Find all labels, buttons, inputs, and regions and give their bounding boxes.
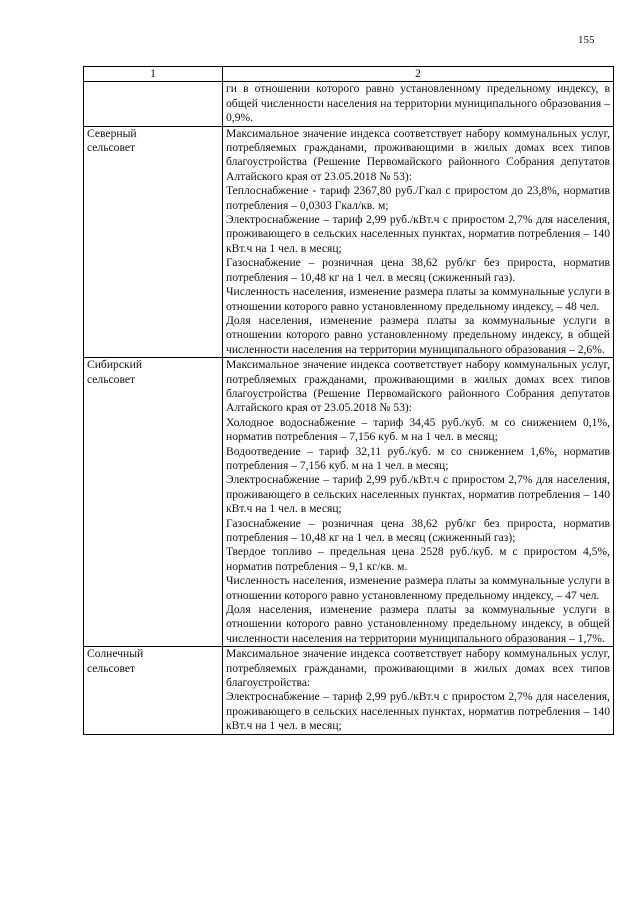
municipality-name-line: Солнечный: [87, 647, 144, 661]
table-row: [84, 358, 614, 647]
column-1-header: 1: [84, 67, 223, 82]
tariff-paragraph: Электроснабжение – тариф 2,99 руб./кВт.ч с приростом 2,7% для населения, проживающего в сельских населенных пунктах, норматив потребления – 140 кВт.ч на 1 чел. в месяц;: [226, 473, 610, 516]
municipality-name-cell: [84, 647, 223, 734]
table-row: [84, 126, 614, 358]
tariff-paragraph: Газоснабжение – розничная цена 38,62 руб/кг без прироста, норматив потребления – 10,48 кг на 1 чел. в месяц (сжиженный газ).: [226, 256, 610, 284]
municipality-name-line: сельсовет: [87, 372, 136, 386]
municipality-name-cell: [84, 358, 223, 647]
tariff-paragraph: Теплоснабжение - тариф 2367,80 руб./Гкал с приростом до 23,8%, норматив потребления – 0,0303 Гкал/кв. м;: [226, 184, 610, 212]
municipality-name-cell: [84, 126, 223, 358]
tariff-description-cell: [223, 358, 614, 647]
tariff-paragraph: Максимальное значение индекса соответствует набору коммунальных услуг, потребляемых гражданами, проживающими в жилых домах всех типов благоустройства:: [226, 647, 610, 690]
tariff-paragraph: Доля населения, изменение размера платы за коммунальные услуги в отношении которого равно установленному предельному индексу, в общей численности населения на территории муниципального образования – 1,7%.: [226, 603, 610, 645]
table-header-row: [84, 67, 614, 82]
municipality-name-line: Северный: [87, 126, 137, 140]
table-row: [84, 82, 614, 126]
municipality-name-cell: [84, 82, 223, 126]
municipality-name-line: Сибирский: [87, 358, 143, 372]
tariff-paragraph: Численность населения, изменение размера платы за коммунальные услуги в отношении которого равно установленному предельному индексу, – 48 чел.: [226, 285, 610, 313]
table-body: [84, 82, 614, 734]
tariff-paragraph: Газоснабжение – розничная цена 38,62 руб/кг без прироста, норматив потребления – 10,48 кг на 1 чел. в месяц (сжиженный газ);: [226, 516, 610, 544]
tariff-description-cell: [223, 647, 614, 734]
page-number: 155: [578, 34, 595, 46]
tariff-description-cell: [223, 82, 614, 126]
municipality-name-line: сельсовет: [87, 661, 136, 675]
tariff-paragraph: Электроснабжение – тариф 2,99 руб./кВт.ч с приростом 2,7% для населения, проживающего в сельских населенных пунктах, норматив потребления – 140 кВт.ч на 1 чел. в месяц;: [226, 690, 610, 733]
tariff-paragraph: Доля населения, изменение размера платы за коммунальные услуги в отношении которого равно установленному предельному индексу, в общей численности населения на территории муниципального образования – 2,6%.: [226, 313, 610, 356]
tariff-description-cell: [223, 126, 614, 358]
tariff-table: [83, 66, 614, 735]
tariff-paragraph: Твердое топливо – предельная цена 2528 руб./куб. м с приростом 4,5%, норматив потребления – 9,1 кг/кв. м.: [226, 545, 610, 573]
tariff-paragraph: Максимальное значение индекса соответствует набору коммунальных услуг, потребляемых гражданами, проживающими в жилых домах всех типов благоустройства (Решение Первомайского районного Собрания депутатов Алтайского края от 23.05.2018 № 53):: [226, 126, 610, 183]
tariff-paragraph: Максимальное значение индекса соответствует набору коммунальных услуг, потребляемых гражданами, проживающими в жилых домах всех типов благоустройства (Решение Первомайского районного Собрания депутатов Алтайского края от 23.05.2018 № 53):: [226, 358, 610, 415]
tariff-paragraph: Холодное водоснабжение – тариф 34,45 руб./куб. м со снижением 0,1%, норматив потребления – 7,156 куб. м на 1 чел. в месяц;: [226, 415, 610, 444]
tariff-paragraph: ги в отношении которого равно установленному предельному индексу, в общей численности населения на территории муниципального образования – 0,9%.: [226, 82, 610, 125]
table-row: [84, 647, 614, 734]
municipality-name-line: сельсовет: [87, 141, 136, 155]
column-2-header: 2: [223, 67, 614, 82]
tariff-paragraph: Численность населения, изменение размера платы за коммунальные услуги в отношении которого равно установленному предельному индексу, – 47 чел.: [226, 574, 610, 602]
tariff-paragraph: Водоотведение – тариф 32,11 руб./куб. м со снижением 1,6%, норматив потребления – 7,156 куб. м на 1 чел. в месяц;: [226, 444, 610, 472]
tariff-paragraph: Электроснабжение – тариф 2,99 руб./кВт.ч с приростом 2,7% для населения, проживающего в сельских населенных пунктах, норматив потребления – 140 кВт.ч на 1 чел. в месяц;: [226, 213, 610, 255]
